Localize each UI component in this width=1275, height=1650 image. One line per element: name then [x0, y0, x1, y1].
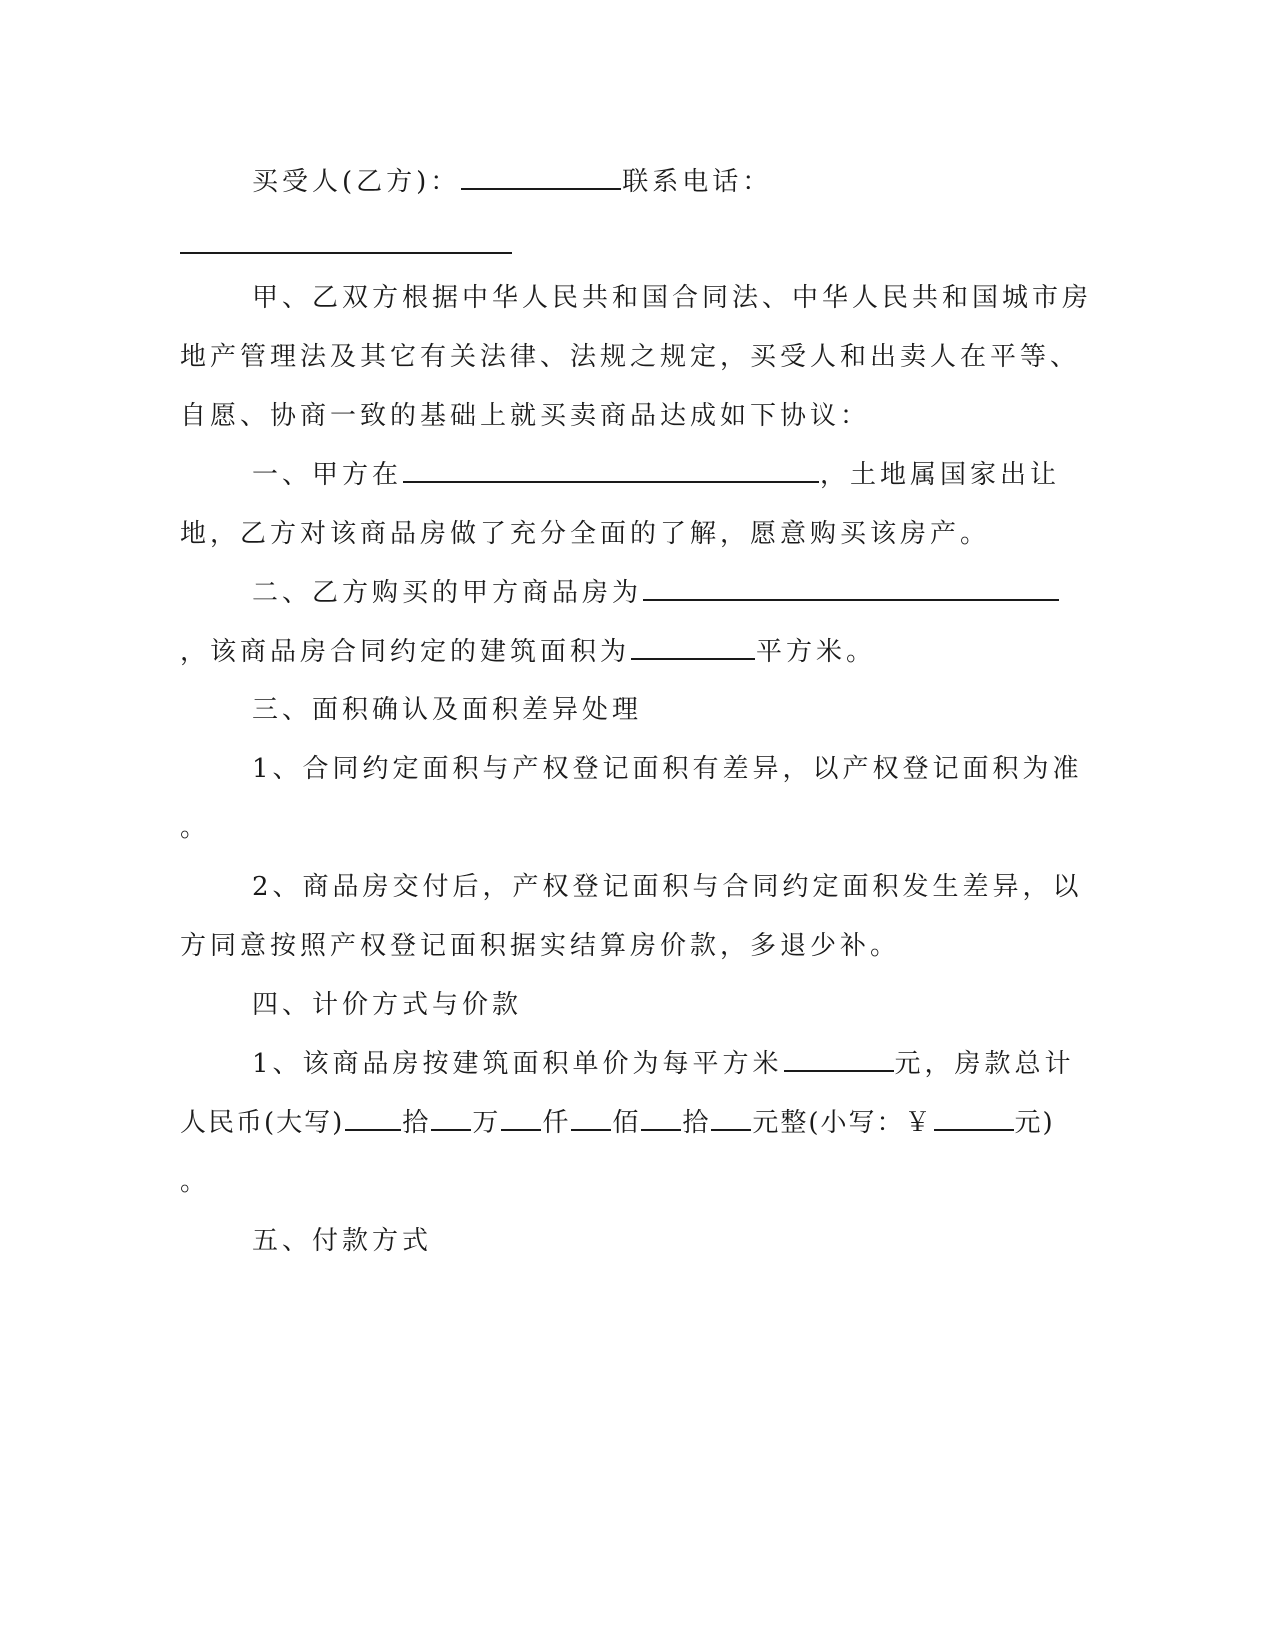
clause1-prefix: 一、甲方在	[252, 460, 403, 490]
clause5-title: 五、付款方式	[252, 1226, 433, 1256]
preamble-line-3: 自愿、协商一致的基础上就买卖商品达成如下协议：	[180, 401, 871, 431]
preamble-line-1: 甲、乙双方根据中华人民共和国合同法、中华人民共和国城市房	[252, 283, 1093, 313]
unit-wan: 万	[472, 1108, 501, 1138]
clause3-item2-line-1: 2、商品房交付后，产权登记面积与合同约定面积发生差异，以	[252, 872, 1083, 902]
clause3-item2-line-2: 方同意按照产权登记面积据实结算房价款，多退少补。	[180, 931, 901, 961]
unit-qian: 仟	[542, 1108, 571, 1138]
amount-numeric-blank[interactable]	[934, 1103, 1014, 1131]
unit-price-blank[interactable]	[784, 1044, 894, 1072]
clause4-item1-prefix: 1、该商品房按建筑面积单价为每平方米	[252, 1049, 783, 1079]
clause2-prefix: 二、乙方购买的甲方商品房为	[252, 578, 643, 608]
clause2-line-2	[180, 632, 876, 672]
clause4-title: 四、计价方式与价款	[252, 990, 523, 1020]
clause4-item1-line-1	[252, 1044, 1075, 1084]
clause4-amount-line	[180, 1103, 1055, 1143]
clause4-item1-suffix: 元，房款总计	[894, 1049, 1075, 1079]
amount-shi-blank[interactable]	[641, 1103, 681, 1131]
amount-yuan-blank[interactable]	[711, 1103, 751, 1131]
party-b-name-blank[interactable]	[461, 162, 621, 190]
clause2-line2-suffix: 平方米。	[756, 637, 877, 667]
clause3-title: 三、面积确认及面积差异处理	[252, 695, 643, 725]
preamble-line-2: 地产管理法及其它有关法律、法规之规定，买受人和出卖人在平等、	[180, 342, 1081, 372]
amount-suffix: 元)	[1014, 1108, 1055, 1138]
party-b-label: 买受人(乙方)：	[252, 167, 461, 197]
unit-yuan: 元整(小写：￥	[752, 1108, 933, 1138]
amount-qian-blank[interactable]	[501, 1103, 541, 1131]
amount-wan-blank[interactable]	[431, 1103, 471, 1131]
amount-prefix: 人民币(大写)	[180, 1108, 345, 1138]
clause1-line-1	[252, 455, 1060, 495]
amount-bai-blank[interactable]	[571, 1103, 611, 1131]
clause3-item1-line-1: 1、合同约定面积与产权登记面积有差异，以产权登记面积为准	[252, 754, 1083, 784]
clause2-property-blank[interactable]	[643, 573, 1059, 601]
clause2-line-1	[252, 573, 1060, 613]
unit-shi: 拾	[402, 1108, 431, 1138]
clause1-line-2: 地，乙方对该商品房做了充分全面的了解，愿意购买该房产。	[180, 519, 991, 549]
unit-shi2: 拾	[682, 1108, 711, 1138]
party-b-line	[252, 162, 772, 202]
clause3-item1-line-2: 。	[180, 813, 211, 843]
unit-bai: 佰	[612, 1108, 641, 1138]
amount-shiwan-blank[interactable]	[345, 1103, 401, 1131]
clause1-location-blank[interactable]	[403, 455, 819, 483]
clause2-line2-prefix: ，该商品房合同约定的建筑面积为	[180, 637, 631, 667]
party-b-phone-blank[interactable]	[180, 252, 512, 254]
clause1-suffix: ，土地属国家出让	[820, 460, 1061, 490]
party-b-phone-label: 联系电话：	[622, 167, 773, 197]
clause4-line-3: 。	[180, 1167, 211, 1197]
clause2-area-blank[interactable]	[631, 632, 755, 660]
